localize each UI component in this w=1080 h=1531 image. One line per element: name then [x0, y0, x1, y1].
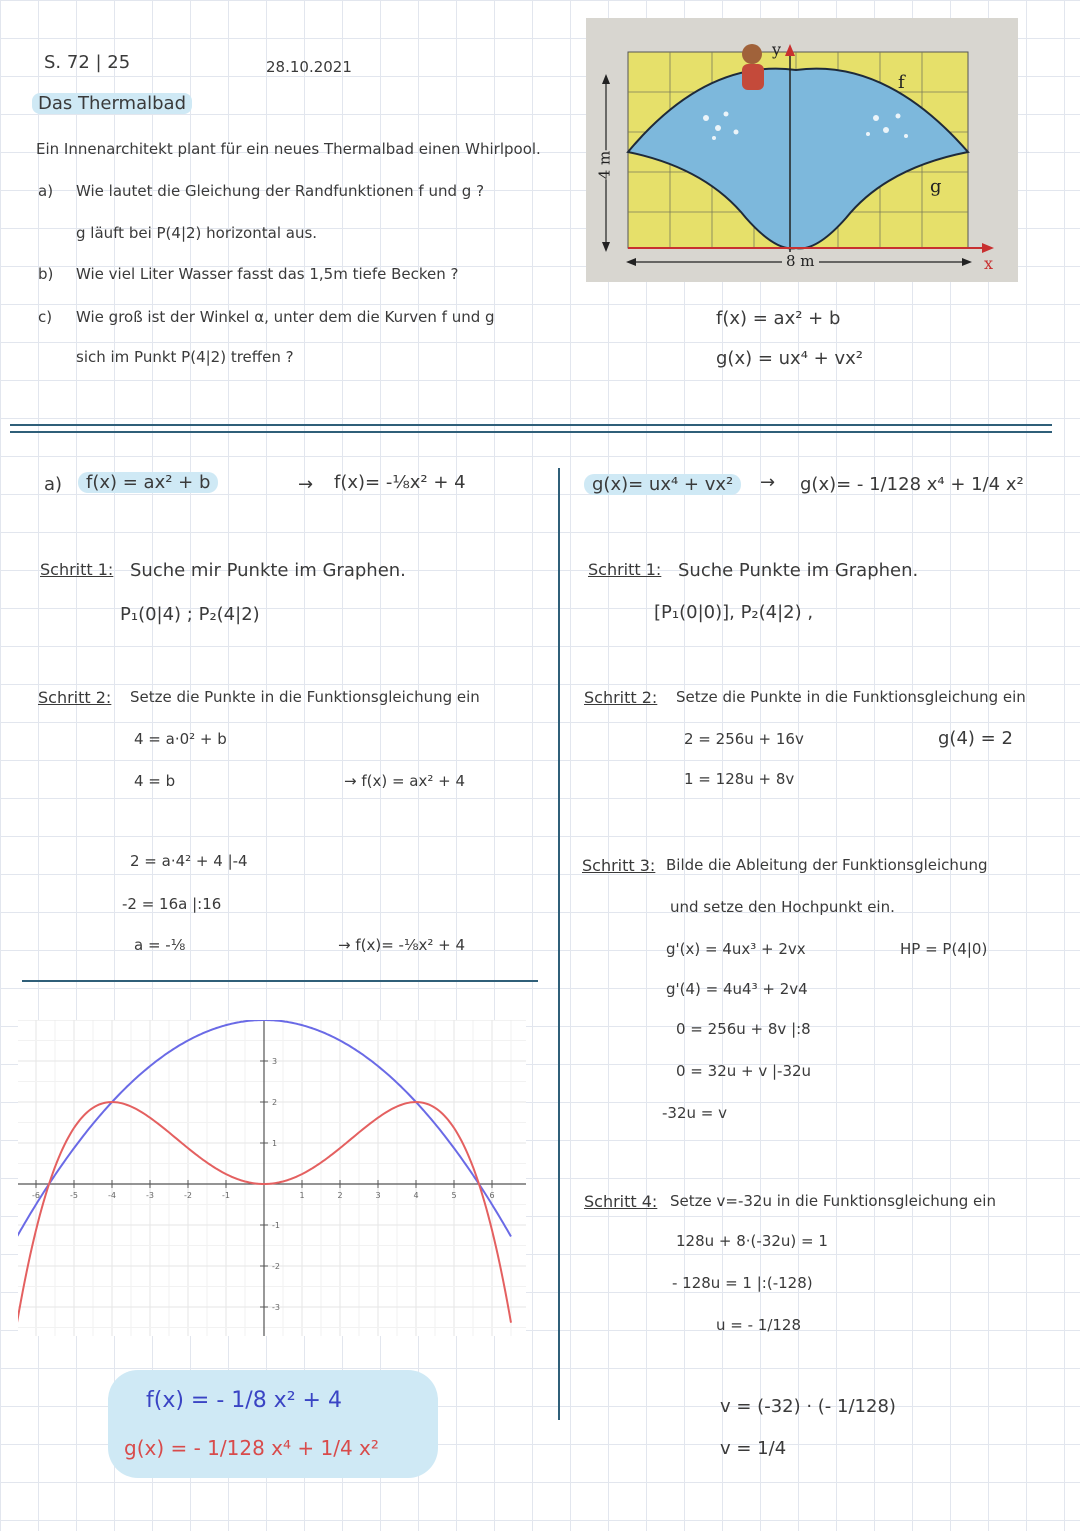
step4-eq2: - 128u = 1 |:(-128)	[672, 1274, 813, 1292]
right-step3-text: Bilde die Ableitung der Funktionsgleichung	[666, 856, 988, 874]
right-step1-label: Schritt 1:	[588, 560, 662, 579]
g-curve-label: g	[930, 176, 942, 197]
left-step1-label: Schritt 1:	[40, 560, 114, 579]
left-arrow: →	[298, 474, 314, 495]
derivative-4: 0 = 32u + v |-32u	[676, 1062, 812, 1080]
graph-divider	[22, 980, 538, 982]
x-tick-label: 1	[299, 1191, 305, 1200]
task-title: Das Thermalbad	[32, 93, 192, 114]
derivative-2: g'(4) = 4u4³ + 2v4	[666, 980, 808, 998]
graph-svg	[18, 1020, 526, 1336]
x-axis-label: x	[984, 254, 994, 273]
x-tick-label: -1	[222, 1191, 230, 1200]
section-divider-bottom	[10, 431, 1052, 433]
y-axis-label: y	[772, 40, 782, 59]
question-b-label: b)	[38, 265, 54, 283]
task-intro: Ein Innenarchitekt plant für ein neues Thermalbad einen Whirlpool.	[36, 140, 541, 158]
y-axis-arrow	[785, 44, 795, 56]
step4-eq1: 128u + 8·(-32u) = 1	[676, 1232, 828, 1250]
x-tick-label: -3	[146, 1191, 154, 1200]
g-result-equation: g(x)= - 1/128 x⁴ + 1/4 x²	[800, 474, 1024, 495]
x-tick-label: 6	[489, 1191, 495, 1200]
width-label: 8 m	[782, 252, 819, 270]
left-step2-label: Schritt 2:	[38, 688, 112, 707]
question-a-hint: g läuft bei P(4|2) horizontal aus.	[76, 224, 318, 242]
x-tick-label: 2	[337, 1191, 343, 1200]
right-step3-text-2: und setze den Hochpunkt ein.	[670, 898, 895, 916]
y-tick-label: 3	[272, 1057, 278, 1066]
f-general-equation: f(x) = ax² + b	[78, 472, 218, 493]
step4-eq3: u = - 1/128	[716, 1316, 802, 1334]
derivative-3: 0 = 256u + 8v |:8	[676, 1020, 811, 1038]
f-result-equation: f(x)= -⅛x² + 4	[334, 472, 466, 493]
f-curve-label: f	[898, 72, 905, 93]
right-step2-label: Schritt 2:	[584, 688, 658, 707]
left-step1-text: Suche mir Punkte im Graphen.	[130, 560, 406, 581]
y-tick-label: -1	[272, 1221, 280, 1230]
question-b-text: Wie viel Liter Wasser fasst das 1,5m tiefe Becken ?	[76, 265, 459, 283]
v-eq2: v = 1/4	[720, 1438, 787, 1459]
right-step2-text: Setze die Punkte in die Funktionsgleichung ein	[676, 688, 1026, 706]
left-eq5: a = -⅛	[134, 936, 186, 954]
question-c-text: Wie groß ist der Winkel α, unter dem die Kurven f und g	[76, 308, 495, 326]
left-eq4: -2 = 16a |:16	[122, 895, 222, 913]
question-c-text-2: sich im Punkt P(4|2) treffen ?	[76, 348, 294, 366]
person-head	[742, 44, 762, 64]
left-eq2-result: → f(x) = ax² + 4	[344, 772, 466, 790]
general-form-g: g(x) = ux⁴ + vx²	[716, 348, 863, 369]
right-step4-text: Setze v=-32u in die Funktionsgleichung ein	[670, 1192, 996, 1210]
final-result-highlight	[108, 1370, 438, 1478]
whirlpool-illustration	[586, 18, 1018, 282]
question-a-text: Wie lautet die Gleichung der Randfunktionen f und g ?	[76, 182, 485, 200]
left-step2-text: Setze die Punkte in die Funktionsgleichung ein	[130, 688, 480, 706]
x-tick-label: -4	[108, 1191, 116, 1200]
date: 28.10.2021	[266, 58, 352, 76]
high-point: HP = P(4|0)	[900, 940, 988, 958]
x-tick-label: 4	[413, 1191, 419, 1200]
x-tick-label: 5	[451, 1191, 457, 1200]
page-reference: S. 72 | 25	[44, 52, 131, 73]
x-tick-label: -5	[70, 1191, 78, 1200]
question-c-label: c)	[38, 308, 53, 326]
final-g-equation: g(x) = - 1/128 x⁴ + 1/4 x²	[124, 1436, 379, 1460]
question-a-label: a)	[38, 182, 54, 200]
y-tick-label: 2	[272, 1098, 278, 1107]
derivative-5: -32u = v	[662, 1104, 727, 1122]
x-tick-label: -6	[32, 1191, 40, 1200]
right-step3-label: Schritt 3:	[582, 856, 656, 875]
left-step1-points: P₁(0|4) ; P₂(4|2)	[120, 604, 260, 625]
final-f-equation: f(x) = - 1/8 x² + 4	[146, 1388, 342, 1413]
x-tick-label: -2	[184, 1191, 192, 1200]
derivative-1: g'(x) = 4ux³ + 2vx	[666, 940, 806, 958]
function-graph	[18, 1020, 526, 1336]
g-general-equation: g(x)= ux⁴ + vx²	[584, 474, 741, 495]
x-tick-label: 3	[375, 1191, 381, 1200]
general-form-f: f(x) = ax² + b	[716, 308, 841, 329]
part-a-label: a)	[44, 474, 63, 495]
right-eq1: 2 = 256u + 16v	[684, 730, 804, 748]
height-label: 4 m	[595, 150, 614, 180]
pool-diagram	[586, 18, 1018, 282]
right-step1-points: [P₁(0|0)], P₂(4|2) ,	[654, 602, 814, 623]
left-eq5-result: → f(x)= -⅛x² + 4	[338, 936, 466, 954]
right-eq2: 1 = 128u + 8v	[684, 770, 795, 788]
person-body	[742, 64, 764, 90]
left-eq2: 4 = b	[134, 772, 176, 790]
x-axis-arrow	[982, 243, 994, 253]
left-eq3: 2 = a·4² + 4 |-4	[130, 852, 248, 870]
left-eq1: 4 = a·0² + b	[134, 730, 227, 748]
right-condition: g(4) = 2	[938, 728, 1013, 749]
v-eq1: v = (-32) · (- 1/128)	[720, 1396, 896, 1417]
y-tick-label: -3	[272, 1303, 280, 1312]
section-divider-top	[10, 424, 1052, 426]
right-step4-label: Schritt 4:	[584, 1192, 658, 1211]
y-tick-label: -2	[272, 1262, 280, 1271]
column-divider	[558, 468, 560, 1420]
y-tick-label: 1	[272, 1139, 278, 1148]
right-arrow: →	[760, 472, 776, 493]
right-step1-text: Suche Punkte im Graphen.	[678, 560, 919, 581]
